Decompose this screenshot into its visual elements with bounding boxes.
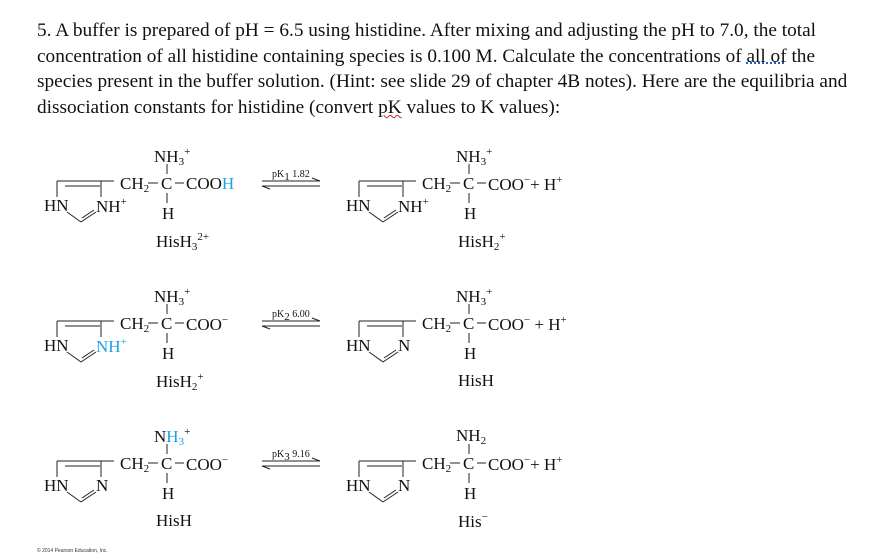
eq1-right-species-name-part: HisH xyxy=(458,232,494,251)
eq1-left-amino xyxy=(154,147,190,168)
eq2-left-hn xyxy=(44,337,69,354)
eq2-left-tail xyxy=(186,315,228,333)
eq3-left-amino-part: 3 xyxy=(178,436,185,448)
eq1-left-species-name-part: 3 xyxy=(191,241,198,253)
eq2-right-amino xyxy=(456,287,492,308)
eq2-right-hydrogen-part: H xyxy=(464,344,477,363)
eq2-right-tail-part: + H xyxy=(530,315,561,334)
eq2-left-hn-part: HN xyxy=(44,336,69,355)
question-part: 5. A buffer is prepared of pH = 6.5 using histidine. After mixing and adjusting the pH to 7.0, the total concentration of all histidine containing species is 0.100 M. Calculate the concentrations of xyxy=(37,20,816,67)
eq1-left-tail xyxy=(186,175,234,192)
spellcheck-pk: pK xyxy=(378,97,402,119)
eq3-right-tail-part: COO xyxy=(488,455,524,474)
eq2-right-species-name-part: HisH xyxy=(458,371,494,390)
eq1-right-hydrogen-part: H xyxy=(464,204,477,223)
eq1-left-ring-n-part: NH xyxy=(96,197,121,216)
eq1-right-species-name-part: 2 xyxy=(493,241,500,253)
eq3-left-tail-part: COO xyxy=(186,455,222,474)
eq3-right-hydrogen-part: H xyxy=(464,484,477,503)
eq1-left-amino-part: NH xyxy=(154,147,179,166)
eq2-left-amino-part: 3 xyxy=(178,296,185,308)
eq3-left-tail-part: − xyxy=(221,454,229,466)
eq1-right-tail-part: COO xyxy=(488,175,524,194)
eq3-right-ch2 xyxy=(422,455,451,475)
eq3-right-hn-part: HN xyxy=(346,476,371,495)
eq2-right-ring-bond xyxy=(369,352,383,362)
eq3-right-amino-part: 2 xyxy=(480,435,487,447)
eq3-right-amino xyxy=(456,427,486,447)
eq2-left-species-name-part: HisH xyxy=(156,372,192,391)
eq2-right-amino-part: 3 xyxy=(480,296,487,308)
eq1-right-ring-n xyxy=(398,197,429,215)
eq2-left-ch2-part: 2 xyxy=(143,323,150,335)
eq1-right-ring-bond xyxy=(369,212,383,222)
eq1-left-hydrogen xyxy=(162,205,174,222)
eq3-right-tail xyxy=(488,455,562,473)
eq3-left-ring-n xyxy=(96,477,108,494)
eq3-left-amino xyxy=(154,427,190,448)
eq2-right-tail-part: + xyxy=(560,314,567,326)
eq1-right-species-name xyxy=(458,232,506,253)
eq1-pk-part: pK xyxy=(272,169,285,180)
eq2-left-amino-part: NH xyxy=(154,287,179,306)
eq1-right-hn xyxy=(346,197,371,214)
eq1-left-ring-n xyxy=(96,197,127,215)
eq3-right-species-name-part: His xyxy=(458,512,482,531)
eq2-left-species-name-part: + xyxy=(197,371,204,383)
eq1-right-ch2-part: 2 xyxy=(445,183,452,195)
eq2-right-ring-n xyxy=(398,337,410,354)
eq3-right-hydrogen xyxy=(464,485,476,502)
eq2-left-hydrogen-part: H xyxy=(162,344,175,363)
eq2-right-carbon xyxy=(463,315,474,332)
eq1-left-ch2 xyxy=(120,175,149,195)
eq3-left-carbon xyxy=(161,455,172,472)
eq3-left-species-name-part: HisH xyxy=(156,511,192,530)
eq3-right-tail-part: + H xyxy=(530,455,557,474)
eq1-left-hn-part: HN xyxy=(44,196,69,215)
eq1-right-ring-n-part: NH xyxy=(398,197,423,216)
eq2-left-species-name xyxy=(156,372,204,393)
eq3-left-tail xyxy=(186,455,228,473)
spellcheck-all-of: all of xyxy=(746,45,787,67)
eq2-right-tail xyxy=(488,315,567,333)
question-part: values to K values): xyxy=(401,97,561,119)
eq3-pk xyxy=(272,450,310,463)
eq1-pk-part: 1 xyxy=(284,171,290,183)
eq3-pk-part: 3 xyxy=(284,451,290,463)
eq2-left-tail-part: COO xyxy=(186,315,222,334)
eq3-left-ch2-part: CH xyxy=(120,454,144,473)
eq1-right-amino-part: 3 xyxy=(480,156,487,168)
eq1-right-hn-part: HN xyxy=(346,196,371,215)
eq2-right-ch2 xyxy=(422,315,451,335)
eq3-right-tail-part: + xyxy=(556,454,563,466)
eq3-left-ring-n-part: N xyxy=(96,476,109,495)
eq3-pk-part: 9.16 xyxy=(292,449,310,460)
eq2-right-ring-n-part: N xyxy=(398,336,411,355)
eq3-left-ch2 xyxy=(120,455,149,475)
eq3-pk-part: pK xyxy=(272,449,285,460)
eq2-right-tail-part: COO xyxy=(488,315,524,334)
eq2-pk-part: 2 xyxy=(284,311,290,323)
eq1-right-tail-part: + H xyxy=(530,175,557,194)
eq3-right-ring-n-part: N xyxy=(398,476,411,495)
eq3-left-hydrogen xyxy=(162,485,174,502)
eq2-right-ch2-part: CH xyxy=(422,314,446,333)
eq1-left-ring-n-part: + xyxy=(120,196,127,208)
eq3-left-hn xyxy=(44,477,69,494)
eq3-right-carbon-part: C xyxy=(463,454,475,473)
eq1-right-ch2 xyxy=(422,175,451,195)
eq2-left-amino xyxy=(154,287,190,308)
eq2-right-tail-part: − xyxy=(523,314,531,326)
eq1-left-ring-bond xyxy=(67,212,81,222)
eq2-left-ring-n xyxy=(96,337,127,355)
eq1-left-carbon-part: C xyxy=(161,174,173,193)
eq1-left-ch2-part: 2 xyxy=(143,183,150,195)
eq2-right-amino-part: + xyxy=(486,286,493,298)
eq3-left-species-name xyxy=(156,512,192,529)
eq3-left-hn-part: HN xyxy=(44,476,69,495)
eq1-right-amino-part: NH xyxy=(456,147,481,166)
eq2-left-hydrogen xyxy=(162,345,174,362)
eq3-right-ring-n xyxy=(398,477,410,494)
eq1-left-species-name xyxy=(156,232,209,253)
copyright: © 2014 Pearson Education, Inc. xyxy=(37,548,108,554)
eq1-right-amino-part: + xyxy=(486,146,493,158)
eq3-right-hn xyxy=(346,477,371,494)
eq1-left-hydrogen-part: H xyxy=(162,204,175,223)
eq1-right-hydrogen xyxy=(464,205,476,222)
eq3-right-species-name xyxy=(458,512,488,530)
eq2-left-ring-n-part: NH xyxy=(96,337,121,356)
eq1-right-ch2-part: CH xyxy=(422,174,446,193)
eq2-left-ring-n-part: + xyxy=(120,336,127,348)
eq1-pk xyxy=(272,170,310,183)
eq1-right-carbon-part: C xyxy=(463,174,475,193)
eq2-right-hydrogen xyxy=(464,345,476,362)
eq2-left-ch2-part: CH xyxy=(120,314,144,333)
eq1-right-ring-n-part: + xyxy=(422,196,429,208)
eq1-pk-part: 1.82 xyxy=(292,169,310,180)
eq2-pk-part: 6.00 xyxy=(292,309,310,320)
question-part: the species present in the buffer solution. (Hint: see slide 29 of chapter 4B notes). Here are the equilibria and dissociation constants for histidine (convert xyxy=(37,45,848,119)
eq2-right-hn xyxy=(346,337,371,354)
eq3-right-ch2-part: 2 xyxy=(445,463,452,475)
eq3-right-amino-part: NH xyxy=(456,426,481,445)
eq1-right-tail xyxy=(488,175,562,193)
eq1-right-species-name-part: + xyxy=(499,231,506,243)
eq2-left-ring-bond xyxy=(67,352,81,362)
eq2-right-carbon-part: C xyxy=(463,314,475,333)
eq2-pk-part: pK xyxy=(272,309,285,320)
eq1-left-species-name-part: HisH xyxy=(156,232,192,251)
eq1-right-amino xyxy=(456,147,492,168)
eq3-right-ring-bond xyxy=(369,492,383,502)
eq2-pk xyxy=(272,310,310,323)
eq2-left-amino-part: + xyxy=(184,286,191,298)
eq1-left-ch2-part: CH xyxy=(120,174,144,193)
eq3-left-ch2-part: 2 xyxy=(143,463,150,475)
eq3-left-amino-part: + xyxy=(184,426,191,438)
eq3-left-carbon-part: C xyxy=(161,454,173,473)
eq1-left-carbon xyxy=(161,175,172,192)
eq1-left-tail-part: H xyxy=(221,174,235,193)
eq2-left-tail-part: − xyxy=(221,314,229,326)
eq2-left-carbon xyxy=(161,315,172,332)
eq1-right-tail-part: − xyxy=(523,174,531,186)
eq2-left-carbon-part: C xyxy=(161,314,173,333)
eq2-right-hn-part: HN xyxy=(346,336,371,355)
eq1-right-tail-part: + xyxy=(556,174,563,186)
eq2-right-amino-part: NH xyxy=(456,287,481,306)
eq1-left-amino-part: + xyxy=(184,146,191,158)
eq1-right-carbon xyxy=(463,175,474,192)
eq3-left-amino-part: H xyxy=(166,427,179,446)
eq1-left-amino-part: 3 xyxy=(178,156,185,168)
eq3-left-ring-bond xyxy=(67,492,81,502)
eq3-right-ch2-part: CH xyxy=(422,454,446,473)
eq2-right-ch2-part: 2 xyxy=(445,323,452,335)
eq3-left-hydrogen-part: H xyxy=(162,484,175,503)
eq3-right-carbon xyxy=(463,455,474,472)
eq1-left-species-name-part: 2+ xyxy=(197,231,210,243)
eq1-left-tail-part: COO xyxy=(186,174,222,193)
eq3-right-species-name-part: − xyxy=(481,511,488,523)
eq2-right-species-name xyxy=(458,372,494,389)
eq1-left-hn xyxy=(44,197,69,214)
eq3-left-amino-part: N xyxy=(154,427,167,446)
eq2-left-species-name-part: 2 xyxy=(191,381,198,393)
eq2-left-ch2 xyxy=(120,315,149,335)
eq3-right-tail-part: − xyxy=(523,454,531,466)
